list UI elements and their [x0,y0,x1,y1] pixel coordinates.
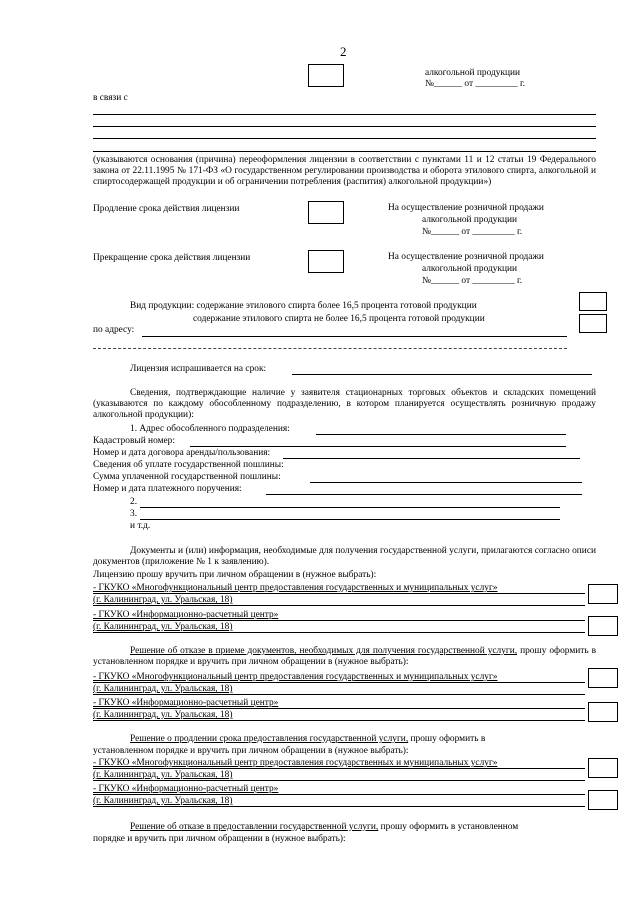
address-label: по адресу: [93,325,135,335]
line-mfc-1 [93,593,585,594]
license-delivery-label: Лицензию прошу вручить при личном обращении в (нужное выбрать): [93,570,377,580]
checkbox-product-under[interactable] [579,314,607,333]
info-item-2: 2. [130,497,138,507]
checkbox-refusal-docs-mfc[interactable] [588,668,618,688]
item-3-field[interactable] [140,519,560,520]
extension-option-mfc: - ГКУКО «Многофункциональный центр предоставления государственных и муниципальных услуг» [93,758,498,768]
checkbox-license-irc[interactable] [588,616,618,636]
refusal-service-line-1 [130,822,518,833]
refusal-docs-option-mfc: - ГКУКО «Многофункциональный центр предоставления государственных и муниципальных услуг» [93,672,498,682]
line-mfc-3 [93,768,585,769]
payment-field[interactable] [266,494,582,495]
checkbox-extension-mfc[interactable] [588,758,618,778]
cadastral-field[interactable] [190,446,566,447]
extension-lead: Решение о продлении срока предоставления государственной услуги, [130,734,409,744]
line-mfc-2 [93,682,585,683]
reason-line-4[interactable] [93,151,596,152]
line-irc-1b [93,632,585,633]
line-irc-2 [93,708,585,709]
license-number-date: №______ от _________ г. [425,79,526,89]
documents-text: Документы и (или) информация, необходимые для получения государственной услуги, прилагаются согласно описи документов (приложение № 1 к заявлению). [93,546,596,568]
refusal-docs-rest: прошу оформить в установленном порядке и вручить при личном обращении в (нужное выбрать): [93,646,597,668]
lease-field[interactable] [283,458,580,459]
refusal-docs-option-irc-address: (г. Калининград, ул. Уральская, 18) [93,710,233,720]
prolong-retail-2: алкогольной продукции [422,215,518,225]
extension-option-irc-address: (г. Калининград, ул. Уральская, 18) [93,796,233,806]
product-type-option-2: содержание этилового спирта не более 16,5 процента готовой продукции [193,314,485,324]
line-mfc-1b [93,605,585,606]
extension-line-1 [130,734,485,745]
page-number: 2 [340,44,347,59]
info-etc: и т.д. [130,521,151,531]
line-irc-1 [93,620,585,621]
duty-sum-label: Сумма уплаченной государственной пошлины: [93,472,281,482]
item-2-field[interactable] [140,507,560,508]
refusal-service-lead: Решение об отказе в предоставлении государственной услуги, [130,822,379,832]
extension-option-mfc-address: (г. Калининград, ул. Уральская, 18) [93,770,233,780]
refusal-service-tail: прошу оформить в установленном [380,822,519,832]
prolong-number-date: №______ от _________ г. [422,227,523,237]
extension-rest: установленном порядке и вручить при личном обращении в (нужное выбрать): [93,746,409,756]
address-field[interactable] [142,336,567,337]
extension-option-irc: - ГКУКО «Информационно-расчетный центр» [93,784,279,794]
checkbox-extension-irc[interactable] [588,790,618,810]
alc-label: алкогольной продукции [425,68,521,78]
duty-sum-field[interactable] [310,482,582,483]
checkbox-terminate[interactable] [308,250,344,273]
duty-header: Сведения об уплате государственной пошлины: [93,460,284,470]
info-item-1: 1. Адрес обособленного подразделения: [130,424,290,434]
terminate-label: Прекращение срока действия лицензии [93,253,251,263]
term-label: Лицензия испрашивается на срок: [130,364,267,374]
extension-tail: прошу оформить в [410,734,486,744]
term-field[interactable] [292,374,592,375]
line-irc-3b [93,806,585,807]
refusal-docs-lead: Решение об отказе в приеме документов, необходимых для получения государственной услуги, [130,646,518,656]
terminate-number-date: №______ от _________ г. [422,276,523,286]
address-subdivision-field[interactable] [316,434,566,435]
payment-label: Номер и дата платежного поручения: [93,484,242,494]
checkbox-prolong[interactable] [308,201,344,224]
refusal-service-rest: порядке и вручить при личном обращении в (нужное выбрать): [93,834,346,844]
refusal-docs-text [93,646,596,668]
terminate-retail-1: На осуществление розничной продажи [388,252,544,262]
line-irc-2b [93,720,585,721]
info-intro: Сведения, подтверждающие наличие у заявителя стационарных торговых объектов и складских помещений (указываются по каждому обособленному подразделению, в котором планируется осуществлять розничную продажу алкогольной продукции): [93,388,596,421]
checkbox-product-over[interactable] [579,292,607,311]
reason-line-3[interactable] [93,138,596,139]
reason-label: в связи с [93,93,128,103]
reason-line-1[interactable] [93,114,596,115]
prolong-retail-1: На осуществление розничной продажи [388,203,544,213]
line-mfc-3b [93,780,585,781]
prolong-label: Продление срока действия лицензии [93,204,240,214]
license-option-mfc-address: (г. Калининград, ул. Уральская, 18) [93,595,233,605]
cadastral-label: Кадастровый номер: [93,436,175,446]
checkbox-license-mfc[interactable] [588,584,618,604]
refusal-docs-option-mfc-address: (г. Калининград, ул. Уральская, 18) [93,684,233,694]
license-option-irc-address: (г. Калининград, ул. Уральская, 18) [93,622,233,632]
checkbox-refusal-docs-irc[interactable] [588,702,618,722]
line-irc-3 [93,794,585,795]
reason-note: (указываются основания (причина) переоформления лицензии в соответствии с пунктами 11 и 12 статьи 19 Федерального закона от 22.11.1995 № 171-ФЗ «О государственном регулировании производства и оборота этилового спирта, алкогольной и спиртосодержащей продукции и об ограничении потребления (распития) алкогольной продукции») [93,155,596,188]
line-mfc-2b [93,694,585,695]
refusal-docs-option-irc: - ГКУКО «Информационно-расчетный центр» [93,698,279,708]
license-option-mfc: - ГКУКО «Многофункциональный центр предоставления государственных и муниципальных услуг» [93,583,498,593]
lease-label: Номер и дата договора аренды/пользования: [93,448,271,458]
product-type-label: Вид продукции: содержание этилового спирта более 16,5 процента готовой продукции [130,301,477,311]
license-option-irc: - ГКУКО «Информационно-расчетный центр» [93,610,279,620]
info-item-3: 3. [130,509,138,519]
reason-line-2[interactable] [93,126,596,127]
checkbox-reissue[interactable] [308,64,344,87]
address-field-2[interactable] [93,348,567,349]
terminate-retail-2: алкогольной продукции [422,264,518,274]
